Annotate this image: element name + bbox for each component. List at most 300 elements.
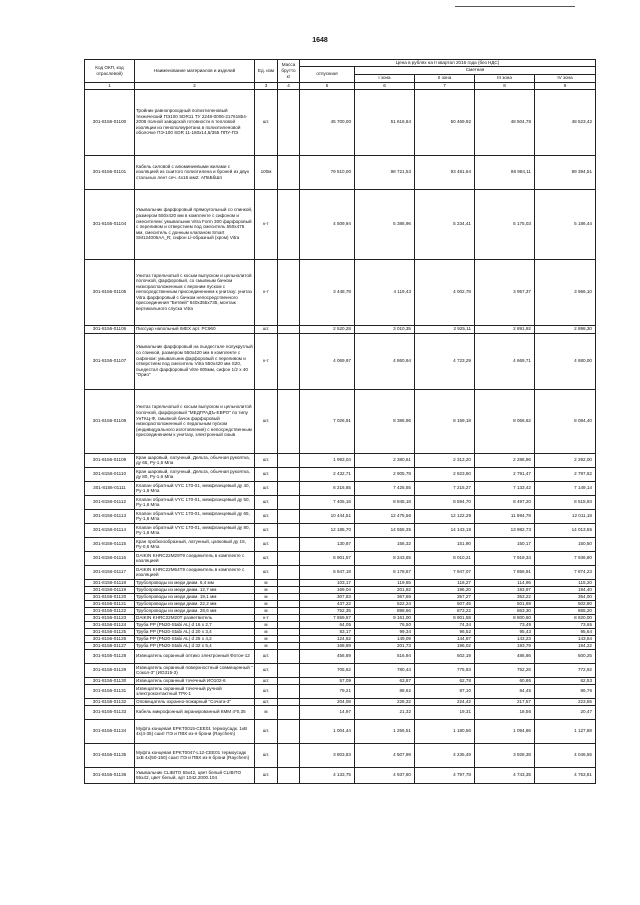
zone-1-price: 76,50 [355,621,415,628]
release-price: 79,21 [300,684,355,698]
release-price: 7 405,16 [300,495,355,509]
zone-4-price: 5 186,44 [535,189,596,259]
zone-4-price: 502,80 [535,600,596,607]
zone-2-price: 151,90 [415,537,475,551]
product-code: 301-8156-01116 [85,551,135,565]
table-row [85,642,596,649]
zone-4-price: 8 820,00 [535,614,596,621]
zone-2-price: 775,93 [415,663,475,677]
product-mass [278,325,300,333]
zone-4-price: 73,65 [535,621,596,628]
zone-2-price: 62,78 [415,677,475,684]
product-unit: м [255,621,278,628]
product-code: 301-8156-01112 [85,495,135,509]
table-row [85,593,596,600]
column-index: 5 [300,82,355,89]
zone-1-price: 156,32 [355,537,415,551]
product-unit: к-т [255,614,278,621]
product-unit: м [255,705,278,719]
zone-3-price: 3 957,37 [475,259,535,325]
zone-1-price: 898,66 [355,607,415,614]
product-name: Трубопроводы из меди диам. 28,6 мм [135,607,255,614]
zone-3-price: 48 504,78 [475,89,535,155]
product-name: Труба PP (PN20-Stabi AL) d 20 х 3,4 [135,628,255,635]
release-price: 4 509,94 [300,189,355,259]
table-row [85,663,596,677]
product-unit: к-т [255,333,278,389]
product-unit: шт. [255,743,278,767]
product-name: Клапан обратный VYC 170-01, межфланцевый ду 50, Ру-1,6 Мпа [135,495,255,509]
zone-4-price: 95,64 [535,628,596,635]
product-code: 301-8156-01132 [85,698,135,705]
product-name: Унитаз тарельчатый с косым выпуском и цельнолитой полочкой, фарфоровый "МЕДГРАДЪ-ЕВРО" по типу УнТКЦ-Ф, смывной бачок фарфоровый низкорасположенный с педальным пуском (индивидуального изготовления) с непосредственным присоединением к унитазу, электронный смыв [135,389,255,453]
zone-4-price: 2 797,62 [535,467,596,481]
product-code: 301-8156-01130 [85,677,135,684]
zone-2-price: 12 122,29 [415,509,475,523]
release-price: 1 993,04 [300,453,355,467]
product-name: Муфта концевая EPKT0015-CEE01 термоусадк. 1кВ 4х(4-35) сшит ПЭ и ПВХ из-я брони (Raychem) [135,719,255,743]
column-index: 3 [255,82,278,89]
product-unit: шт. [255,767,278,783]
zone-4-price: 8 084,40 [535,389,596,453]
zone-1-price: 51 616,84 [355,89,415,155]
release-price: 307,83 [300,593,355,600]
zone-1-price: 367,69 [355,593,415,600]
zone-3-price: 2 791,47 [475,467,535,481]
zone-1-price: 522,24 [355,600,415,607]
zone-3-price: 4 669,71 [475,333,535,389]
product-name: Кабель микрофонный экранированный КММ 4*0,35 [135,705,255,719]
page-number: 1648 [312,37,328,44]
zone-1-price: 2 380,61 [355,453,415,467]
release-price: 57,09 [300,677,355,684]
product-code: 301-8156-01118 [85,579,135,586]
zone-4-price: 7 936,80 [535,551,596,565]
table-row [85,614,596,621]
table-row [85,684,596,698]
table-row [85,743,596,767]
release-price: 437,22 [300,600,355,607]
zone-1-price: 119,65 [355,579,415,586]
product-code: 301-8156-01104 [85,189,135,259]
zone-3-price: 60,86 [475,677,535,684]
product-mass [278,481,300,495]
product-mass [278,621,300,628]
column-index: 2 [135,82,255,89]
product-name: DAIKIN KHRC22M64T9 соединитель в комплекте с изоляцией [135,565,255,579]
release-price: 103,17 [300,579,355,586]
release-price: 6 216,65 [300,481,355,495]
zone-3-price: 8 497,20 [475,495,535,509]
table-row [85,565,596,579]
table-row [85,467,596,481]
table-row [85,600,596,607]
release-price: 130,87 [300,537,355,551]
table-row [85,155,596,189]
product-code: 301-8156-01107 [85,333,135,389]
release-price: 12 185,70 [300,523,355,537]
product-unit: м [255,600,278,607]
product-unit: шт. [255,325,278,333]
column-index: 9 [535,82,596,89]
zone-1-price: 4 937,60 [355,767,415,783]
zone-2-price: 1 180,56 [415,719,475,743]
column-index: 4 [278,82,300,89]
product-mass [278,333,300,389]
product-name: Унитаз тарельчатый с косым выпуском и цельнолитой полочкой, фарфоровый, со смывным бачком низкорасположенным с верхним пуском с непосредственным присоединением к унитазу: унитаз Vitra фарфоровый с бачком непосредственного присоединения "Бетвей" 640х355х735, монтаж вертикального спуска Vitra [135,259,255,325]
zone-4-price: 48 523,42 [535,89,596,155]
product-name: Клапан обратный VYC 170-01, межфланцевый ду 80, Ру-1,6 Мпа [135,523,255,537]
release-price: 4 069,97 [300,333,355,389]
zone-4-price: 7 149,14 [535,481,596,495]
product-code: 301-8156-01123 [85,614,135,621]
zone-3-price: 193,97 [475,586,535,593]
zone-4-price: 8 515,93 [535,495,596,509]
column-index-row [85,82,596,89]
table-row [85,579,596,586]
table-row [85,767,596,783]
zone-3-price: 143,23 [475,635,535,642]
zone-3-price: 8 066,62 [475,389,535,453]
product-name: Умывальник фарфоровый прямоугольный со спинкой, размером 550х420 мм в комплекте с сифоном и смесителем: умывальник Vitra Form 300 фарфоровый с переливом и отверстием под смеситель 550х475 мм, смеситель с донным клапаном Smart SM124006AA_R; сифон Ll-образный (хром) Vitra [135,189,255,259]
zone-2-price: 357,27 [415,593,475,600]
header-name: Наименование материалов и изделий [135,60,255,83]
zone-3-price: 2 891,92 [475,325,535,333]
product-mass [278,467,300,481]
zone-3-price: 193,79 [475,642,535,649]
header-release-price: отпускная [300,66,355,82]
product-mass [278,453,300,467]
release-price: 14,97 [300,705,355,719]
product-name: DAIKIN KHRC22M29T9 соединитель в комплекте с изоляцией [135,551,255,565]
top-rule [455,6,575,7]
product-name: Трубопроводы из меди диам. 12,7 мм [135,586,255,593]
zone-2-price: 8 159,18 [415,389,475,453]
zone-2-price: 7 947,07 [415,565,475,579]
product-name: Тройник равнопроходный полиэтиленовый технический ПЭ100 SDR11 ТУ 2248-0006-21761854-2008 полной заводской готовности в тепловой изоляции из пенополиуретана в полиэтиленовой оболочке ПЭ-100 SDR 11-180х14,6/355 ППУ-ПЭ [135,89,255,155]
product-code: 301-8156-01129 [85,663,135,677]
release-price: 752,35 [300,607,355,614]
product-name: Трубопроводы из меди диам. 22,2 мм [135,600,255,607]
product-code: 301-8156-01120 [85,593,135,600]
product-name: Писсуар напольный IMEX арт. РС960 [135,325,255,333]
table-row [85,333,596,389]
release-price: 6 901,57 [300,551,355,565]
zone-3-price: 3 928,38 [475,743,535,767]
release-price: 3 803,83 [300,743,355,767]
product-mass [278,705,300,719]
product-name: Клапан обратный VYC 170-01, межфланцевый ду 65, Ру-1,6 Мпа [135,509,255,523]
product-unit: шт. [255,719,278,743]
zone-4-price: 12 011,18 [535,509,596,523]
product-code: 301-8156-01135 [85,743,135,767]
product-unit: шт. [255,565,278,579]
zone-4-price: 194,22 [535,642,596,649]
zone-4-price: 89 394,51 [535,155,596,189]
release-price: 79 510,00 [300,155,355,189]
zone-3-price: 863,30 [475,607,535,614]
product-unit: шт. [255,551,278,565]
table-row [85,621,596,628]
product-unit: к-т [255,259,278,325]
release-price: 2 520,28 [300,325,355,333]
product-mass [278,586,300,593]
header-zone-2: II зона [415,74,475,82]
product-mass [278,684,300,698]
table-row [85,719,596,743]
zone-4-price: 2 898,30 [535,325,596,333]
zone-4-price: 2 292,00 [535,453,596,467]
product-name: Оповещатель охранно-пожарный "Сочата-3" [135,698,255,705]
zone-4-price: 194,40 [535,586,596,593]
zone-4-price: 20,47 [535,705,596,719]
zone-2-price: 507,45 [415,600,475,607]
product-name: Кран шаровый, латунный, Дельта, обычная рукоятка, ду 65, Ру-1,6 Мпа [135,453,255,467]
zone-2-price: 196,20 [415,586,475,593]
zone-1-price: 4 507,99 [355,743,415,767]
zone-1-price: 88,62 [355,684,415,698]
zone-1-price: 8 178,67 [355,565,415,579]
product-code: 301-8156-01115 [85,537,135,551]
table-row [85,259,596,325]
zone-3-price: 752,26 [475,663,535,677]
product-name: Кран шаровый, латунный, Дельта, обычная рукоятка, ду 80, Ру-1,6 Мпа [135,467,255,481]
product-mass [278,628,300,635]
zone-1-price: 8 243,65 [355,551,415,565]
zone-1-price: 1 256,51 [355,719,415,743]
zone-4-price: 772,92 [535,663,596,677]
product-name: DAIKIN KHRC22M20T разветвитель [135,614,255,621]
product-code: 301-8156-01134 [85,719,135,743]
product-code: 301-8156-01113 [85,509,135,523]
product-mass [278,189,300,259]
zone-1-price: 201,73 [355,642,415,649]
column-index: 1 [85,82,135,89]
zone-3-price: 353,22 [475,593,535,600]
product-unit: шт. [255,537,278,551]
product-code: 301-8156-01108 [85,389,135,453]
zone-3-price: 73,49 [475,621,535,628]
product-mass [278,89,300,155]
product-name: Кран пробкоообразный, латунный, цапковый ду 15, Ру-0,6 Мпа [135,537,255,551]
zone-4-price: 3 966,10 [535,259,596,325]
product-unit: м [255,579,278,586]
product-mass [278,579,300,586]
zone-1-price: 7 425,55 [355,481,415,495]
product-code: 301-8156-01125 [85,628,135,635]
product-mass [278,719,300,743]
zone-1-price: 3 010,35 [355,325,415,333]
product-unit: к-т [255,189,278,259]
product-name: Труба PP (PN20-Stabi AL) d 16 х 2,7 [135,621,255,628]
table-row [85,453,596,467]
product-code: 301-8156-01122 [85,607,135,614]
zone-4-price: 7 874,23 [535,565,596,579]
product-name: Трубопроводы из меди диам. 6,4 мм [135,579,255,586]
product-name: Извещатель охранный поверхностный совмещенный " Сокол-3" (ИО315-3) [136,664,253,676]
zone-3-price: 150,17 [475,537,535,551]
product-unit: шт. [255,509,278,523]
release-price: 83,17 [300,628,355,635]
table-row [85,677,596,684]
product-code: 301-8156-01124 [85,621,135,628]
product-mass [278,495,300,509]
zone-2-price: 8 594,70 [415,495,475,509]
product-mass [278,677,300,684]
zone-2-price: 8 901,58 [415,614,475,621]
table-row [85,635,596,642]
zone-3-price: 84,45 [475,684,535,698]
zone-3-price: 13 982,73 [475,523,535,537]
zone-2-price: 224,42 [415,698,475,705]
table-row [85,551,596,565]
zone-2-price: 7 215,27 [415,481,475,495]
product-unit: м [255,642,278,649]
zone-1-price: 2 905,78 [355,467,415,481]
release-price: 1 004,44 [300,719,355,743]
zone-2-price: 502,19 [415,649,475,663]
product-unit: шт. [255,481,278,495]
zone-1-price: 21,32 [355,705,415,719]
zone-1-price: 8 845,18 [355,495,415,509]
product-code: 301-8156-01128 [85,649,135,663]
release-price: 169,04 [300,586,355,593]
zone-2-price: 4 002,78 [415,259,475,325]
zone-4-price: 4 753,81 [535,767,596,783]
zone-2-price: 74,34 [415,621,475,628]
product-mass [278,607,300,614]
column-index: 8 [475,82,535,89]
zone-1-price: 4 119,43 [355,259,415,325]
product-unit: шт. [255,677,278,684]
product-mass [278,743,300,767]
product-name: Трубопроводы из меди диам. 19,1 мм [135,593,255,600]
release-price: 3 448,78 [300,259,355,325]
product-unit: м [255,607,278,614]
zone-2-price: 50 469,92 [415,89,475,155]
product-mass [278,551,300,565]
zone-3-price: 2 286,96 [475,453,535,467]
zone-4-price: 150,50 [535,537,596,551]
zone-3-price: 7 133,42 [475,481,535,495]
product-code: 301-8156-01101 [85,155,135,189]
header-estimate: Сметная [355,66,596,74]
product-unit: шт. [255,467,278,481]
product-unit: шт. [255,495,278,509]
product-name: Извещатель охранный точечный ИО102-6 [135,677,255,684]
zone-4-price: 14 013,55 [535,523,596,537]
zone-3-price: 95,43 [475,628,535,635]
product-mass [278,767,300,783]
column-index: 6 [355,82,415,89]
release-price: 4 133,75 [300,767,355,783]
product-name: Муфта концевая EPKT0047-L12-CEE01 термоусадк 1кВ 4х(50-150) сшит ПЭ и ПВХ из-я брони (Raychem) [135,743,255,767]
zone-2-price: 4 797,78 [415,767,475,783]
product-mass [278,642,300,649]
zone-3-price: 8 800,60 [475,614,535,621]
zone-2-price: 93 481,64 [415,155,475,189]
product-code: 301-8156-01119 [85,586,135,593]
zone-2-price: 5 234,41 [415,189,475,259]
product-mass [278,537,300,551]
release-price: 705,62 [300,663,355,677]
zone-1-price: 14 555,35 [355,523,415,537]
release-price: 10 444,51 [300,509,355,523]
zone-3-price: 11 984,78 [475,509,535,523]
header-unit: Ед. изм [255,60,278,83]
table-row [85,607,596,614]
product-unit: шт. [255,663,278,677]
zone-2-price: 19,31 [415,705,475,719]
zone-2-price: 2 823,50 [415,467,475,481]
product-name: Извещатель охранный оптико электронный Фотон-12 [135,649,255,663]
product-code: 301-8156-01136 [85,767,135,783]
product-code: 301-8156-01111 [85,481,135,495]
zone-1-price: 780,44 [355,663,415,677]
table-row [85,705,596,719]
zone-3-price: 18,56 [475,705,535,719]
zone-2-price: 4 723,29 [415,333,475,389]
product-mass [278,635,300,642]
product-mass [278,509,300,523]
zone-4-price: 62,53 [535,677,596,684]
zone-4-price: 86,76 [535,684,596,698]
zone-2-price: 2 313,20 [415,453,475,467]
zone-1-price: 8 386,96 [355,389,415,453]
product-code: 301-8156-01133 [85,705,135,719]
table-row [85,189,596,259]
product-code: 301-8156-01126 [85,635,135,642]
product-mass [278,155,300,189]
table-row [85,495,596,509]
zone-3-price: 4 743,35 [475,767,535,783]
zone-4-price: 4 046,55 [535,743,596,767]
zone-1-price: 228,32 [355,698,415,705]
product-code: 301-8156-01114 [85,523,135,537]
zone-2-price: 116,27 [415,579,475,586]
zone-3-price: 501,69 [475,600,535,607]
release-price: 7 026,91 [300,389,355,453]
product-mass [278,593,300,600]
zone-1-price: 63,87 [355,677,415,684]
zone-4-price: 354,00 [535,593,596,600]
product-name: Труба PP (PN20-Stabi AL) d 32 х 5,4 [135,642,255,649]
zone-3-price: 5 175,03 [475,189,535,259]
zone-2-price: 873,22 [415,607,475,614]
product-code: 301-8156-01127 [85,642,135,649]
zone-2-price: 2 925,11 [415,325,475,333]
product-name: Кабель силовой с алюминиевыми жилами с изоляцией из сшитого полиэтилена и броней из двух стальных лент сеч. 4х16 мм2: АПвБбШп [135,155,255,189]
product-code: 301-8156-01110 [85,467,135,481]
zone-1-price: 98 721,53 [355,155,415,189]
release-price: 6 847,18 [300,565,355,579]
zone-3-price: 7 919,34 [475,551,535,565]
product-code: 301-8156-01117 [85,565,135,579]
product-name: Труба PP (PN20-Stabi AL) d 25 х 4,2 [135,635,255,642]
product-mass [278,259,300,325]
product-unit: шт. [255,389,278,453]
table-row [85,523,596,537]
header-zone-4: IV зона [535,74,596,82]
product-name: Умывальник фарфоровый на пьедестале полукруглый со спинкой, размером 550х420 мм в комплекте с сифоном: умывальник фарфоровый с переливом и отверстием под смеситель Vitra 550х420 мм S20, пьедестал фарфоровый Vitre 805мм, сифон 1/2 х 40 "Орио" [135,333,255,389]
release-price: 204,08 [300,698,355,705]
product-code: 301-8156-01131 [85,684,135,698]
product-unit: шт. [255,89,278,155]
zone-3-price: 1 094,86 [475,719,535,743]
zone-4-price: 4 680,00 [535,333,596,389]
zone-1-price: 5 386,96 [355,189,415,259]
table-row [85,698,596,705]
